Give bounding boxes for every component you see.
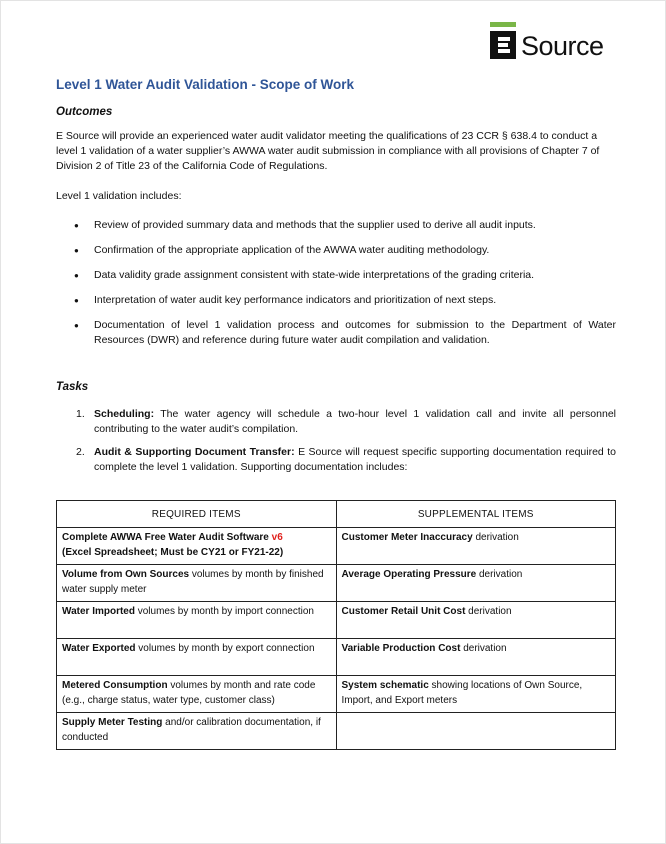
cell-bold-text: Volume from Own Sources [62, 569, 190, 580]
version-highlight: v6 [271, 532, 283, 543]
cell-bold-text: Customer Meter Inaccuracy [341, 532, 473, 543]
list-item: ● Interpretation of water audit key performance indicators and prioritization of next steps. [56, 293, 616, 308]
logo-accent-bar [490, 22, 516, 27]
cell-text: showing locations of Own Source, Import, and Export meters [341, 680, 583, 706]
cell-bold-text: (Excel Spreadsheet; Must be CY21 or FY21-22) [62, 547, 284, 558]
supplemental-item-cell [336, 528, 616, 565]
task-label: Audit & Supporting Document Transfer: [94, 446, 295, 458]
cell-bold-text: Metered Consumption [62, 680, 168, 691]
required-item-cell [57, 602, 337, 639]
cell-text: derivation [460, 643, 507, 654]
task-item [56, 407, 616, 437]
logo-text: Source [521, 31, 604, 61]
table-row [57, 713, 616, 750]
cell-bold-text: Average Operating Pressure [341, 569, 477, 580]
cell-bold-text: System schematic [341, 680, 429, 691]
logo-e-mark [490, 31, 516, 59]
outcomes-heading: Outcomes [56, 106, 113, 118]
list-item: ● Review of provided summary data and methods that the supplier used to derive all audit inputs. [56, 218, 616, 233]
cell-bold-text: Water Exported [62, 643, 136, 654]
table-row [57, 676, 616, 713]
required-item-cell [57, 528, 337, 565]
cell-text: derivation [476, 569, 523, 580]
e-source-logo [486, 22, 616, 62]
required-item-cell [57, 676, 337, 713]
cell-text: derivation [472, 532, 519, 543]
items-table [56, 500, 616, 750]
task-number: 1. [76, 408, 85, 420]
table-row [57, 528, 616, 565]
supplemental-items-header: SUPPLEMENTAL ITEMS [336, 501, 616, 528]
task-item [56, 445, 616, 475]
required-items-header: REQUIRED ITEMS [57, 501, 337, 528]
supplemental-item-cell [336, 676, 616, 713]
cell-bold-text: Customer Retail Unit Cost [341, 606, 466, 617]
cell-text: volumes by month and rate code (e.g., charge status, water type, customer class) [62, 680, 316, 706]
table-header-row [57, 501, 616, 528]
task-text: E Source will request specific supporting documentation required to complete the level 1 validation. Supporting documentation includes: [94, 446, 616, 473]
cell-bold-text: Variable Production Cost [341, 643, 461, 654]
supplemental-item-cell [336, 565, 616, 602]
includes-label: Level 1 validation includes: [56, 190, 182, 202]
task-number: 2. [76, 446, 85, 458]
page-title: Level 1 Water Audit Validation - Scope of Work [56, 77, 355, 92]
outcomes-paragraph: E Source will provide an experienced water audit validator meeting the qualifications of 23 CCR § 638.4 to conduct a level 1 validation of a water supplier’s AWWA water audit submission in compliance with all provisions of Chapter 7 of Division 2 of Title 23 of the California Code of Regulations. [56, 130, 600, 172]
list-item: ● Data validity grade assignment consistent with state-wide interpretations of the grading criteria. [56, 268, 616, 283]
table-row [57, 639, 616, 676]
cell-text: and/or calibration documentation, if conducted [62, 717, 321, 743]
outcomes-bullet-list [56, 218, 616, 358]
cell-text: volumes by month by import connection [134, 606, 314, 617]
cell-text: derivation [465, 606, 512, 617]
table-row [57, 565, 616, 602]
cell-bold-text: Supply Meter Testing [62, 717, 163, 728]
tasks-heading: Tasks [56, 381, 89, 393]
required-item-cell [57, 639, 337, 676]
cell-text: volumes by month by export connection [135, 643, 315, 654]
cell-bold-text: Water Imported [62, 606, 135, 617]
required-item-cell [57, 565, 337, 602]
list-item: ● Confirmation of the appropriate application of the AWWA water auditing methodology. [56, 243, 616, 258]
supplemental-item-cell [336, 602, 616, 639]
cell-text: volumes by month by finished water supply meter [62, 569, 324, 595]
cell-bold-text: Complete AWWA Free Water Audit Software [62, 532, 272, 543]
required-item-cell [57, 713, 337, 750]
supplemental-item-cell [336, 639, 616, 676]
tasks-list [56, 407, 616, 483]
table-row [57, 602, 616, 639]
supplemental-item-cell [336, 713, 616, 750]
task-text: The water agency will schedule a two-hour level 1 validation call and invite all personnel contributing to the water audit’s compilation. [94, 408, 616, 435]
list-item: ● Documentation of level 1 validation process and outcomes for submission to the Department of Water Resources (DWR) and reference during future water audit compilation and validation. [56, 318, 616, 348]
task-label: Scheduling: [94, 408, 155, 420]
